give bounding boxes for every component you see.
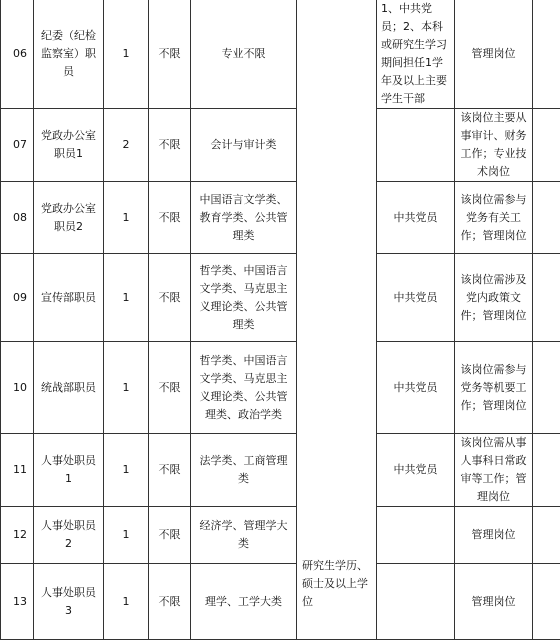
age-limit: 不限: [149, 342, 191, 434]
position-name: 党政办公室职员2: [34, 182, 104, 254]
position-note: 该岗位需从事人事科日常政审等工作；管理岗位: [455, 434, 533, 507]
age-limit: 不限: [149, 0, 191, 109]
age-limit: 不限: [149, 564, 191, 640]
table-row: [1, 109, 560, 182]
other-requirement: [377, 564, 455, 640]
major-requirement: 专业不限: [191, 0, 297, 109]
position-note: 管理岗位: [455, 507, 533, 564]
position-note: 该岗位主要从事审计、财务工作；专业技术岗位: [455, 109, 533, 182]
table-row: [1, 507, 560, 564]
row-number: 08: [1, 182, 34, 254]
other-requirement: [377, 507, 455, 564]
blank-cell: [533, 254, 560, 342]
position-note: 管理岗位: [455, 0, 533, 109]
table-row: [1, 342, 560, 434]
age-limit: 不限: [149, 109, 191, 182]
table-row: [1, 0, 560, 109]
table-row: [1, 254, 560, 342]
table-row: [1, 182, 560, 254]
other-requirement: 中共党员: [377, 254, 455, 342]
major-requirement: 中国语言文学类、教育学类、公共管理类: [191, 182, 297, 254]
age-limit: 不限: [149, 507, 191, 564]
position-name: 统战部职员: [34, 342, 104, 434]
major-requirement: 法学类、工商管理类: [191, 434, 297, 507]
hire-count: 1: [104, 564, 149, 640]
row-number: 13: [1, 564, 34, 640]
hire-count: 1: [104, 182, 149, 254]
position-note: 该岗位需涉及党内政策文件；管理岗位: [455, 254, 533, 342]
position-note: 管理岗位: [455, 564, 533, 640]
major-requirement: 理学、工学大类: [191, 564, 297, 640]
position-name: 人事处职员2: [34, 507, 104, 564]
other-requirement: 中共党员: [377, 182, 455, 254]
hire-count: 1: [104, 434, 149, 507]
position-name: 纪委（纪检监察室）职员: [34, 0, 104, 109]
position-note: 该岗位需参与党务有关工作；管理岗位: [455, 182, 533, 254]
row-number: 10: [1, 342, 34, 434]
blank-cell: [533, 182, 560, 254]
other-requirement: 1、中共党员；2、本科或研究生学习期间担任1学年及以上主要学生干部: [377, 0, 455, 109]
major-requirement: 会计与审计类: [191, 109, 297, 182]
blank-cell: [533, 342, 560, 434]
hire-count: 2: [104, 109, 149, 182]
table-row: [1, 434, 560, 507]
hire-count: 1: [104, 342, 149, 434]
row-number: 09: [1, 254, 34, 342]
blank-cell: [533, 564, 560, 640]
position-name: 宣传部职员: [34, 254, 104, 342]
hire-count: 1: [104, 507, 149, 564]
blank-cell: [533, 109, 560, 182]
age-limit: 不限: [149, 434, 191, 507]
major-requirement: 经济学、管理学大类: [191, 507, 297, 564]
blank-cell: [533, 434, 560, 507]
education-requirement: [297, 0, 377, 640]
other-requirement: 中共党员: [377, 434, 455, 507]
position-name: 人事处职员1: [34, 434, 104, 507]
row-number: 12: [1, 507, 34, 564]
position-name: 党政办公室职员1: [34, 109, 104, 182]
hire-count: 1: [104, 0, 149, 109]
hire-count: 1: [104, 254, 149, 342]
table-row: [1, 564, 560, 640]
row-number: 06: [1, 0, 34, 109]
row-number: 07: [1, 109, 34, 182]
position-name: 人事处职员3: [34, 564, 104, 640]
blank-cell: [533, 0, 560, 109]
row-number: 11: [1, 434, 34, 507]
other-requirement: 中共党员: [377, 342, 455, 434]
age-limit: 不限: [149, 254, 191, 342]
position-note: 该岗位需参与党务等机要工作；管理岗位: [455, 342, 533, 434]
education-text: 研究生学历、硕士及以上学位: [302, 559, 368, 608]
blank-cell: [533, 507, 560, 564]
major-requirement: 哲学类、中国语言文学类、马克思主义理论类、公共管理类、政治学类: [191, 342, 297, 434]
major-requirement: 哲学类、中国语言文学类、马克思主义理论类、公共管理类: [191, 254, 297, 342]
age-limit: 不限: [149, 182, 191, 254]
other-requirement: [377, 109, 455, 182]
